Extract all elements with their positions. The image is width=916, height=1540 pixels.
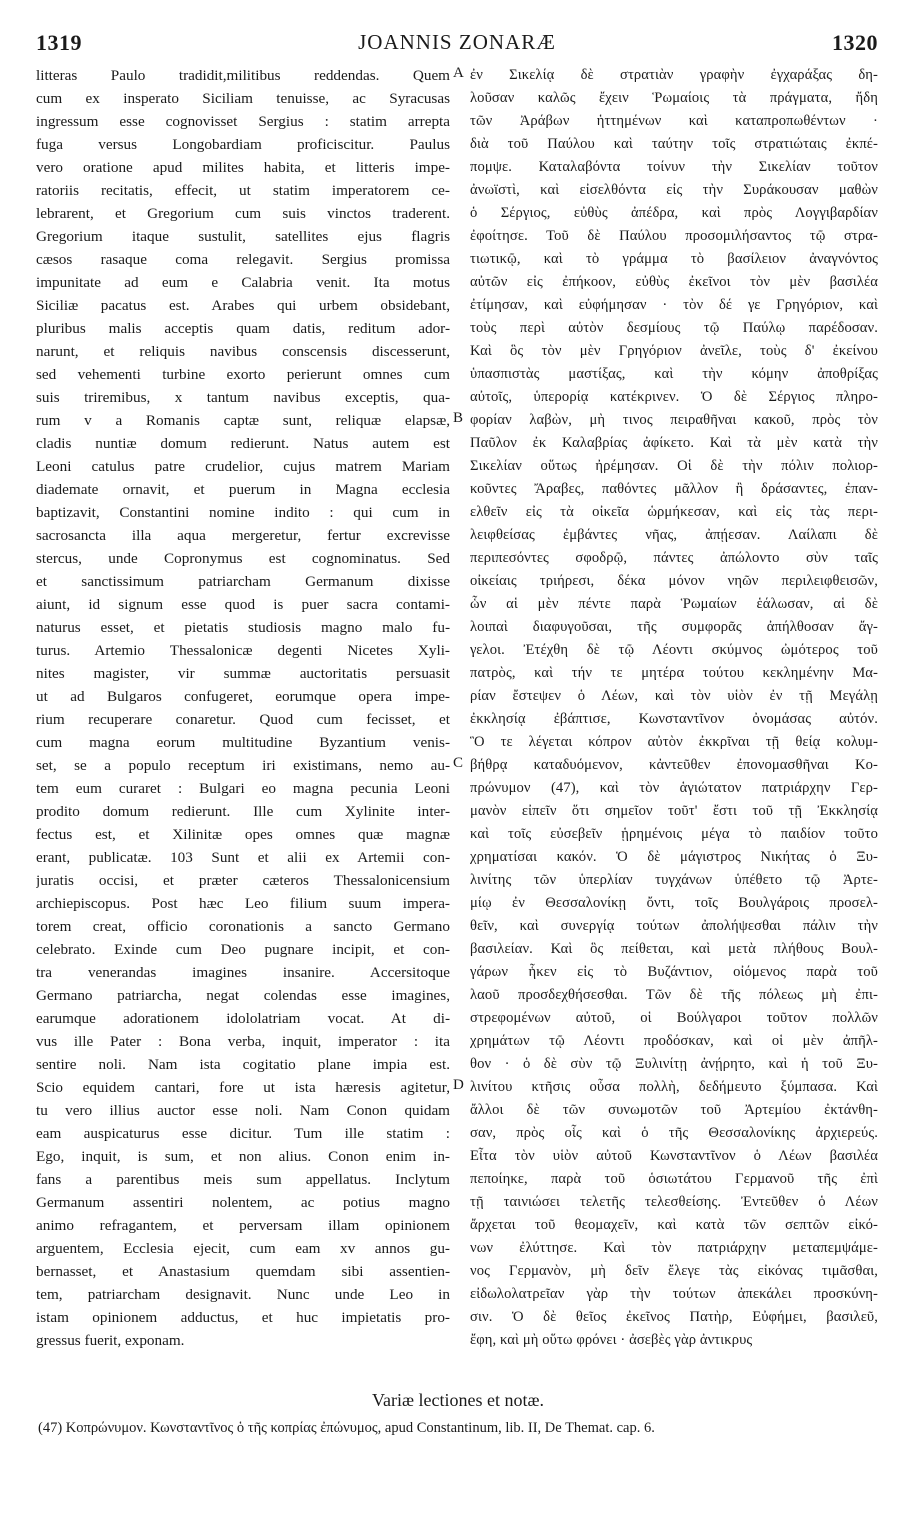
- latin-text-line: turus. Artemio Thessalonicæ degenti Nicetes Xyli-: [36, 642, 450, 659]
- latin-text-line: aiunt, id signum esse quod is puer sacra contami-: [36, 596, 450, 613]
- greek-text-line: ἄρχεται τοῦ θεομαχεῖν, καὶ κατὰ τῶν σεπτῶν εἰκό-: [470, 1217, 878, 1233]
- latin-text-line: sacrosancta illa aqua mergeretur, fertur excrevisse: [36, 527, 450, 544]
- notes-heading: Variæ lectiones et notæ.: [372, 1390, 544, 1410]
- greek-text-line: ρίαν ἔστεψεν ὁ Λέων, καὶ τὸν υἱὸν ἐν τῇ Μεγάλῃ: [470, 688, 878, 704]
- greek-text-line: ἐφοίτησε. Τοῦ δὲ Παύλου προσομιλήσαντος τῷ στρα-: [470, 228, 878, 244]
- greek-text-line: βασιλείαν. Καὶ ὃς πείθεται, καὶ μετὰ πλήθους Βουλ-: [470, 941, 878, 957]
- greek-text-line: στρεφομένων αὐτοῦ, οἱ Βούλγαροι τοῦτον πολλῶν: [470, 1010, 878, 1026]
- greek-text-line: οἰκείαις τριήρεσι, δέκα μόνον νηῶν περιλειφθεισῶν,: [470, 573, 878, 589]
- greek-text-line: λινίτης τῶν ὑπερλίαν τυγχάνων ὑπέθετο τῷ Ἀρτε-: [470, 872, 878, 888]
- greek-text-line: ἀνωϊστὶ, καὶ εἰσελθόντα εἰς τὴν Συράκουσαν μαθὼν: [470, 182, 878, 198]
- latin-text-line: lebrarent, et Gregorium cum suis vinctos traderent.: [36, 205, 450, 222]
- latin-text-line: Scio equidem cantari, fore ut ista hæresis agitetur,: [36, 1079, 450, 1096]
- greek-text-line: σαν, πρὸς οἷς καὶ ὁ τῆς Θεσσαλονίκης ἀρχιερεύς.: [470, 1125, 878, 1141]
- greek-text-line: ὑπασπιστὰς μαστίξας, καὶ τὴν κόμην ἀποθρίξας: [470, 366, 878, 382]
- greek-text-line: χρηματίσαι κακόν. Ὁ δὲ μάγιστρος Νικήτας ὁ Ξυ-: [470, 849, 878, 865]
- latin-text-line: rum v a Romanis captæ sunt, reliquæ elapsæ,: [36, 412, 450, 429]
- latin-text-line: bernasset, et Anastasium quemdam sibi assentien-: [36, 1263, 450, 1280]
- footnote-47: (47) Κοπρώνυμον. Κωνσταντῖνος ὁ τῆς κοπρίας ἐπώνυμος, apud Constantinum, lib. II, De Themat. cap. 6.: [38, 1420, 655, 1436]
- greek-text-line: αὐτῶν εἰς ἐπήκοον, εὐθὺς ἐκεῖνοι τὸν μὲν βασιλέα: [470, 274, 878, 290]
- greek-text-line: Εἶτα τὸν υἱὸν αὐτοῦ Κωνσταντῖνον ὁ Λέων βασιλέα: [470, 1148, 878, 1164]
- latin-text-line: Germano patriarcha, negat colendas esse imagines,: [36, 987, 450, 1004]
- latin-text-line: fans a parentibus meis sum appellatus. Inclytum: [36, 1171, 450, 1188]
- section-marker-c: C: [453, 755, 464, 771]
- greek-text-line: νος Γερμανὸν, μὴ δεῖν ἔλεγε τὰς εἰκόνας τιμᾶσθαι,: [470, 1263, 878, 1279]
- greek-text-line: τιωτικῷ, καὶ τὸ γράμμα τὸ βασίλειον ἀναγνόντος: [470, 251, 878, 267]
- latin-text-line: impunitate ad eum e Calabria venit. Ita motus: [36, 274, 450, 291]
- latin-text-line: tem eum curaret : Bulgari eo magna pecunia Leoni: [36, 780, 450, 797]
- section-marker-b: B: [453, 410, 464, 426]
- greek-text-line: λειφθείσας ἐμβάντες νῆας, ἀπῄεσαν. Λαίλαπι δὲ: [470, 527, 878, 543]
- greek-text-line: ὧν αἱ μὲν πέντε παρὰ Ῥωμαίων ἑάλωσαν, αἱ δὲ: [470, 596, 878, 612]
- greek-text-line: Σικελίαν οὕτως ἠρέμησαν. Οἱ δὲ τὴν πόλιν πολιορ-: [470, 458, 878, 474]
- greek-text-line: περιπεσόντες σφοδρῷ, πάντες ἀπώλοντο σὺν ταῖς: [470, 550, 878, 566]
- greek-text-line: ὁ Σέργιος, εὐθὺς ἀπέδρα, καὶ πρὸς Λογγιβαρδίαν: [470, 205, 878, 221]
- greek-text-line: λοῦσαν καλῶς ἔχειν Ῥωμαίοις τὰ πράγματα, ἤδη: [470, 90, 878, 106]
- greek-text-line: βήθρᾳ καταδυόμενον, κἀντεῦθεν ἐπονομασθῆναι Κο-: [470, 757, 878, 773]
- latin-text-line: prodito domum redierunt. Ille cum Xylinite inter-: [36, 803, 450, 820]
- greek-text-line: τῶν Ἀράβων ἡττημένων καὶ καταπροπωθέντων ·: [470, 113, 878, 129]
- greek-text-line: καὶ τοῖς εὐσεβεῖν ᾑρημένοις μέγα τὸ παιδίον τοῦτο: [470, 826, 878, 842]
- greek-text-line: πρώνυμον (47), καὶ τὸν ἁγιώτατον πατριάρχην Γερ-: [470, 780, 878, 796]
- latin-text-line: animo refragantem, et perversam illam opinionem: [36, 1217, 450, 1234]
- latin-text-line: cum ex insperato Siciliam tenuisse, ac Syracusas: [36, 90, 450, 107]
- latin-text-line: torem creat, officio coronationis a sancto Germano: [36, 918, 450, 935]
- latin-text-line: gressus fuerit, exponam.: [36, 1332, 185, 1349]
- greek-text-line: Ὃ τε λέγεται κόπρον αὐτὸν ἐκκρῖναι τῇ θείᾳ κολυμ-: [470, 734, 878, 750]
- latin-text-line: fectus est, et Xilinitæ opes omnes quæ magnæ: [36, 826, 450, 843]
- latin-text-line: earumque adorationem idololatriam vocat. At di-: [36, 1010, 450, 1027]
- latin-text-line: nites magister, vir summæ auctoritatis persuasit: [36, 665, 450, 682]
- latin-text-line: Germanum assentiri nolentem, ac potius magno: [36, 1194, 450, 1211]
- greek-text-line: ἐτίμησαν, καὶ εὐφήμησαν · τὸν δέ γε Γρηγόριον, καὶ: [470, 297, 878, 313]
- latin-column: [36, 64, 450, 1352]
- greek-text-line: αὐτοῖς, ὑπερορίᾳ κατέκρινεν. Ὁ δὲ Σέργιος πληρο-: [470, 389, 878, 405]
- latin-text-line: naturus esset, et pietatis studiosis magno malo fu-: [36, 619, 450, 636]
- latin-text-line: tra venerandas imagines insanire. Accersitoque: [36, 964, 450, 981]
- latin-text-line: eam auspicaturus esse dicitur. Tum ille statim :: [36, 1125, 450, 1142]
- latin-text-line: vero oratione apud milites habita, et litteris impe-: [36, 159, 450, 176]
- latin-text-line: juratis occisi, et præter cæteros Thessalonicensium: [36, 872, 450, 889]
- page-number-right: 1320: [832, 30, 878, 55]
- latin-text-line: Ego, inquit, is sum, et non alius. Conon enim in-: [36, 1148, 450, 1165]
- latin-text-line: vus ille Pater : Bona verba, inquit, imperator : ita: [36, 1033, 450, 1050]
- greek-text-line: ἐν Σικελίᾳ δὲ στρατιὰν γραφὴν ἐγχαράξας δη-: [470, 67, 878, 83]
- latin-text-line: diademate ornavit, et puerum in Magna ecclesia: [36, 481, 450, 498]
- latin-text-line: erant, publicatæ. 103 Sunt et alii ex Artemii con-: [36, 849, 450, 866]
- latin-text-line: ratoriis recitatis, effecit, ut statim imperatorem ce-: [36, 182, 450, 199]
- latin-text-line: tem, patriarcham designavit. Nunc unde Leo in: [36, 1286, 450, 1303]
- greek-text-line: ελθεῖν εἰς τὰ οἰκεῖα ὡρμήκεσαν, καὶ εἰς τὰς περι-: [470, 504, 878, 520]
- latin-text-line: sed vehementi turbine exorto perierunt omnes cum: [36, 366, 450, 383]
- greek-column: [470, 64, 878, 1352]
- greek-text-line: φορίαν λαβὼν, μὴ τινος πειραθῆναι κακοῦ, πρὸς τὸν: [470, 412, 878, 428]
- greek-text-line: λοιπαὶ διαφυγοῦσαι, τῆς συμφορᾶς ἀπήλθοσαν ἄγ-: [470, 619, 878, 635]
- latin-text-line: tu vero illius auctor esse noli. Nam Conon quidam: [36, 1102, 450, 1119]
- greek-text-line: κοῦντες Ἄραβες, παθόντες μᾶλλον ἢ δράσαντες, ἐπαν-: [470, 481, 878, 497]
- greek-text-line: θεῖν, καὶ συνεργίᾳ τούτων ἀπολήψεσθαι πάλιν τὴν: [470, 918, 878, 934]
- greek-text-line: Καὶ ὃς τὸν μὲν Γρηγόριον ἀνεῖλε, τοὺς δ' ἐκείνου: [470, 343, 878, 359]
- greek-text-line: γελοι. Ἐτέχθη δὲ τῷ Λέοντι σκύμνος ὠμότερος τοῦ: [470, 642, 878, 658]
- latin-text-line: arguentem, Ecclesia ejecit, cum eam xv annos gu-: [36, 1240, 450, 1257]
- latin-text-line: celebrato. Exinde cum Deo pugnare incipit, et con-: [36, 941, 450, 958]
- latin-text-line: ut ad Bulgaros confugeret, eorumque opera impe-: [36, 688, 450, 705]
- latin-text-line: stercus, unde Copronymus est cognominatus. Sed: [36, 550, 450, 567]
- latin-text-line: cum magna eorum multitudine Byzantium venis-: [36, 734, 450, 751]
- latin-text-line: sentire noli. Nam ista cogitatio plane impia est.: [36, 1056, 450, 1073]
- latin-text-line: archiepiscopus. Post hæc Leo filium suum impera-: [36, 895, 450, 912]
- latin-text-line: suis triremibus, x tantum navibus exceptis, qua-: [36, 389, 450, 406]
- latin-text-line: ingressum esse cognovisset Sergius : statim arrepta: [36, 113, 450, 130]
- running-title: JOANNIS ZONARÆ: [358, 30, 556, 54]
- greek-text-line: νων ἐλύττησε. Καὶ τὸν πατριάρχην μεταπεμψάμε-: [470, 1240, 878, 1256]
- greek-text-line: μανὸν εἰπεῖν ὅτι σημεῖον τοῦτ' ἔστι τοῦ τῇ Ἐκκλησίᾳ: [470, 803, 878, 819]
- greek-text-line: ἄλλοι δὲ τῶν συνωμοτῶν τοῦ Ἀρτεμίου ἐκτάνθη-: [470, 1102, 878, 1118]
- greek-text-line: πομψε. Καταλαβόντα τοίνυν τὴν Σικελίαν τοῦτον: [470, 159, 878, 175]
- latin-text-line: cladis nuntiæ domum redierunt. Natus autem est: [36, 435, 450, 452]
- greek-text-line: πεποίηκε, παρὰ τοῦ ὁσιωτάτου Γερμανοῦ τῆς ἐπὶ: [470, 1171, 878, 1187]
- greek-text-line: τοὺς περὶ αὐτὸν δεσμίους τῷ Παύλῳ παρέδοσαν.: [470, 320, 878, 336]
- latin-text-line: cæsos rasaque coma relegavit. Sergius promissa: [36, 251, 450, 268]
- greek-text-line: λαοῦ προσδεχθήσεσθαι. Τῶν δὲ τῆς πόλεως μὴ ἐπι-: [470, 987, 878, 1003]
- latin-text-line: Leoni catulus patre crudelior, cujus matrem Mariam: [36, 458, 450, 475]
- greek-text-line: διὰ τοῦ Παύλου καὶ ταύτην τοῖς στρατιώταις ἐκπέ-: [470, 136, 878, 152]
- greek-text-line: ἔφη, καὶ μὴ οὕτω φρόνει · ἀσεβὲς γὰρ ἀντικρυς: [470, 1332, 753, 1348]
- latin-text-line: pluribus malis acceptis quam datis, reditum ador-: [36, 320, 450, 337]
- latin-text-line: istam opinionem adductus, et huc impietatis pro-: [36, 1309, 450, 1326]
- section-marker-d: D: [453, 1077, 464, 1093]
- latin-text-line: et sanctissimum patriarcham Germanum dixisse: [36, 573, 450, 590]
- greek-text-line: χρημάτων τῷ Λέοντι προδόσκαν, καὶ οἱ μὲν ἀπῆλ-: [470, 1033, 878, 1049]
- greek-text-line: λινίτου κτῆσις οὖσα πολλὴ, δεδήμευτο ξύμπασα. Καὶ: [470, 1079, 878, 1095]
- latin-text-line: rium recuperare conaretur. Quod cum fecisset, et: [36, 711, 450, 728]
- latin-text-line: Siciliæ pacatus est. Arabes qui urbem obsidebant,: [36, 297, 450, 314]
- latin-text-line: fuga versus Longobardiam proficiscitur. Paulus: [36, 136, 450, 153]
- page-header: [36, 30, 878, 64]
- greek-text-line: εἰδωλολατρεῖαν γὰρ τὴν τούτων ἀπεκάλει προσκύνη-: [470, 1286, 878, 1302]
- greek-text-line: μίῳ ἐν Θεσσαλονίκῃ ὄντι, τοῖς Βουλγάροις προσελ-: [470, 895, 878, 911]
- greek-text-line: πατρὸς, καὶ τήν τε μητέρα τούτου κεκλημένην Μα-: [470, 665, 878, 681]
- latin-text-line: set, se a populo receptum iri existimans, nemo au-: [36, 757, 450, 774]
- greek-text-line: γάρων ἧκεν εἰς τὸ Βυζάντιον, οἰόμενος παρὰ τοῦ: [470, 964, 878, 980]
- page-number-left: 1319: [36, 30, 82, 55]
- greek-text-line: θον · ὁ δὲ σὺν τῷ Ξυλινίτῃ ἀνῄρητο, καὶ ἡ τοῦ Ξυ-: [470, 1056, 878, 1072]
- greek-text-line: τῇ ταινιώσει τελετῆς τελεσθείσης. Ἐντεῦθεν ὁ Λέων: [470, 1194, 878, 1210]
- latin-text-line: baptizavit, Constantini nomine indito : qui cum in: [36, 504, 450, 521]
- greek-text-line: ἐκκλησίᾳ ἐβάπτισε, Κωνσταντῖνον ὀνομάσας αὐτόν.: [470, 711, 878, 727]
- greek-text-line: σιν. Ὁ δὲ θεῖος ἐκεῖνος Πατὴρ, Εὐφήμει, βασιλεῦ,: [470, 1309, 878, 1325]
- latin-text-line: narunt, et reliquis navibus conscensis discesserunt,: [36, 343, 450, 360]
- latin-text-line: litteras Paulo tradidit,militibus reddendas. Quem: [36, 67, 450, 84]
- greek-text-line: Παῦλον ἐκ Καλαβρίας ἀφίκετο. Καὶ τὰ μὲν κατὰ τὴν: [470, 435, 878, 451]
- section-marker-a: A: [453, 65, 464, 81]
- latin-text-line: Gregorium itaque sustulit, satellites ejus flagris: [36, 228, 450, 245]
